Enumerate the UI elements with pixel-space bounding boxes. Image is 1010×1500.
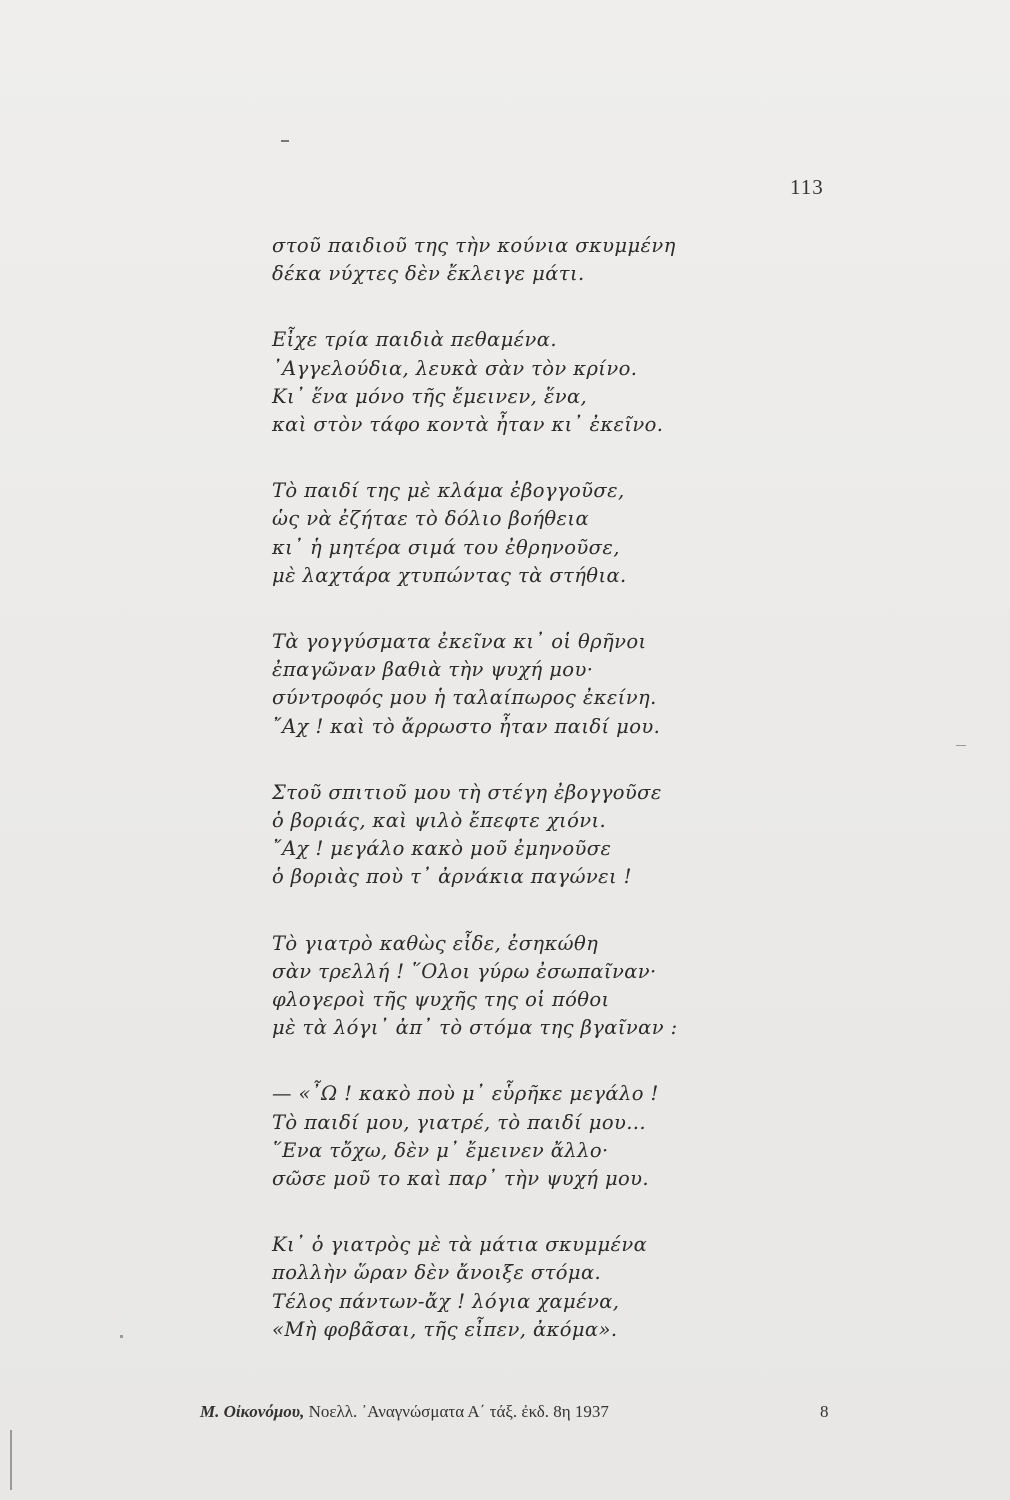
poem-line: Τὰ γογγύσματα ἐκεῖνα κι᾿ οἱ θρῆνοι xyxy=(272,630,647,654)
poem-line: φλογεροὶ τῆς ψυχῆς της οἱ πόθοι xyxy=(272,988,610,1012)
poem-line: Κι᾿ ἕνα μόνο τῆς ἔμεινεν, ἕνα, xyxy=(272,384,588,408)
poem-line: στοῦ παιδιοῦ της τὴν κούνια σκυμμένη xyxy=(272,234,676,257)
margin-dot xyxy=(120,1335,123,1338)
poem-line: Κι᾿ ὁ γιατρὸς μὲ τὰ μάτια σκυμμένα xyxy=(272,1233,648,1257)
stanza-7 xyxy=(272,1080,832,1193)
stanza-4 xyxy=(272,628,832,741)
ink-speck xyxy=(281,140,289,142)
poem-body xyxy=(272,232,832,1382)
signature-number: 8 xyxy=(820,1402,829,1421)
stanza-2 xyxy=(272,326,832,439)
poem-line: σὰν τρελλή ! ῞Ολοι γύρω ἐσωπαῖναν· xyxy=(272,959,657,983)
poem-line: μὲ τὰ λόγι᾿ ἀπ᾿ τὸ στόμα της βγαῖναν : xyxy=(272,1016,678,1040)
page-number: 113 xyxy=(790,175,824,199)
poem-line: ὡς νὰ ἐζήταε τὸ δόλιο βοήθεια xyxy=(272,507,590,531)
page-footer xyxy=(200,1402,840,1422)
poem-line: ὁ βοριάς, καὶ ψιλὸ ἔπεφτε χιόνι. xyxy=(272,809,607,833)
poem-line: Εἶχε τρία παιδιὰ πεθαμένα. xyxy=(272,328,557,352)
footer-author: Μ. Οἰκονόμου, xyxy=(200,1402,305,1421)
stanza-8 xyxy=(272,1231,832,1344)
poem-line: καὶ στὸν τάφο κοντὰ ἦταν κι᾿ ἐκεῖνο. xyxy=(272,413,664,437)
poem-line: μὲ λαχτάρα χτυπώντας τὰ στήθια. xyxy=(272,563,627,587)
poem-line: Τὸ γιατρὸ καθὼς εἶδε, ἐσηκώθη xyxy=(272,931,599,955)
poem-line: «Μὴ φοβᾶσαι, τῆς εἶπεν, ἀκόμα». xyxy=(272,1317,618,1341)
footer-citation: Νοελλ. ᾿Αναγνώσματα Α΄ τάξ. ἐκδ. 8η 1937 xyxy=(308,1402,609,1421)
binding-edge xyxy=(10,1430,12,1490)
poem-line: κι᾿ ἡ μητέρα σιμά του ἐθρηνοῦσε, xyxy=(272,535,620,559)
poem-line: ῞Ενα τὄχω, δὲν μ᾿ ἔμεινεν ἄλλο· xyxy=(272,1138,609,1162)
poem-line: σῶσε μοῦ το καὶ παρ᾿ τὴν ψυχή μου. xyxy=(272,1167,650,1191)
poem-line: — «῏Ω ! κακὸ ποὺ μ᾿ εὗρῆκε μεγάλο ! xyxy=(272,1082,659,1106)
stanza-5 xyxy=(272,779,832,892)
poem-line: ῎Αχ ! μεγάλο κακὸ μοῦ ἐμηνοῦσε xyxy=(272,837,612,861)
poem-line: ὁ βοριὰς ποὺ τ᾿ ἀρνάκια παγώνει ! xyxy=(272,865,632,889)
poem-line: ἐπαγῶναν βαθιὰ τὴν ψυχή μου· xyxy=(272,658,594,682)
stanza-1 xyxy=(272,232,832,288)
poem-line: Τὸ παιδί της μὲ κλάμα ἐβογγοῦσε, xyxy=(272,479,625,503)
poem-line: πολλὴν ὥραν δὲν ἄνοιξε στόμα. xyxy=(272,1261,602,1285)
stanza-6 xyxy=(272,930,832,1043)
poem-line: σύντροφός μου ἡ ταλαίπωρος ἐκείνη. xyxy=(272,686,657,710)
stanza-3 xyxy=(272,477,832,590)
poem-line: Τέλος πάντων-ἄχ ! λόγια χαμένα, xyxy=(272,1289,620,1313)
poem-line: Τὸ παιδί μου, γιατρέ, τὸ παιδί μου... xyxy=(272,1110,647,1134)
poem-line: ᾿Αγγελούδια, λευκὰ σὰν τὸν κρίνο. xyxy=(272,356,638,380)
poem-line: δέκα νύχτες δὲν ἔκλειγε μάτι. xyxy=(272,262,585,286)
poem-line: ῎Αχ ! καὶ τὸ ἄρρωστο ἦταν παιδί μου. xyxy=(272,714,661,738)
margin-tick xyxy=(956,745,966,746)
poem-line: Στοῦ σπιτιοῦ μου τὴ στέγη ἐβογγοῦσε xyxy=(272,780,662,804)
